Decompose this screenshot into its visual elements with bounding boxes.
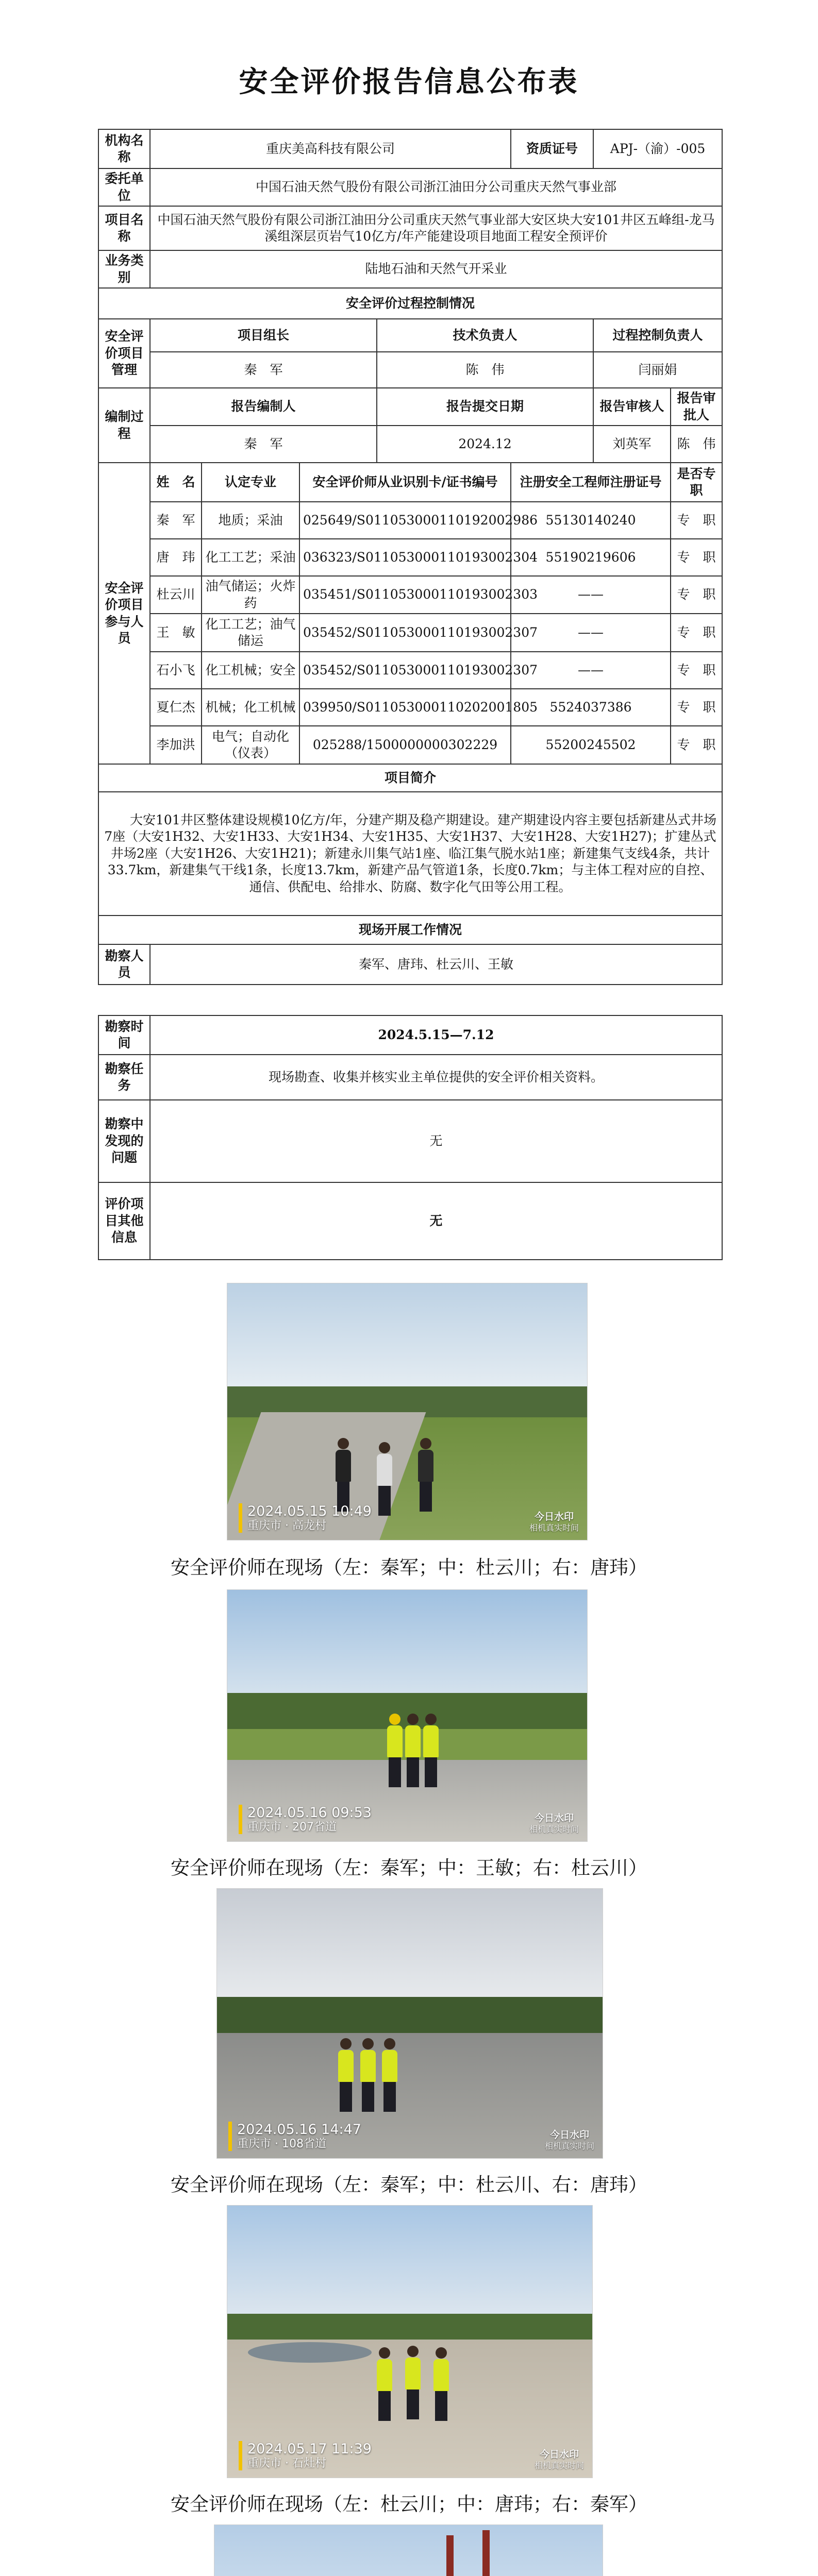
site-photo-4 xyxy=(227,2205,593,2478)
photo-timestamp xyxy=(239,1805,372,1834)
staff-fulltime: 专 职 xyxy=(671,539,722,576)
staff-reg: 55130140240 xyxy=(511,502,671,539)
staff-header-fulltime: 是否专职 xyxy=(671,463,722,502)
org-label: 机构名称 xyxy=(98,129,150,168)
photo-place: 重庆市 · 108省道 xyxy=(237,2137,326,2150)
project-label: 项目名称 xyxy=(98,206,150,250)
compile-header-date: 报告提交日期 xyxy=(377,388,593,426)
photo-timestamp xyxy=(239,1503,372,1533)
staff-header-major: 认定专业 xyxy=(202,463,299,502)
staff-name: 王 敏 xyxy=(150,614,202,652)
mgmt-value-process: 闫丽娟 xyxy=(593,352,722,388)
cert-value: APJ-（渝）-005 xyxy=(593,129,722,168)
photo-caption-4: 安全评价师在现场（左：杜云川；中：唐玮；右：秦军） xyxy=(171,2493,647,2515)
survey-time-label: 勘察时间 xyxy=(98,1015,150,1055)
org-value: 重庆美高科技有限公司 xyxy=(150,129,511,168)
compile-header-author: 报告编制人 xyxy=(150,388,377,426)
watermark-logo: 今日水印 相机真实时间 xyxy=(529,1812,579,1834)
ctrl-section-heading: 安全评价过程控制情况 xyxy=(98,288,722,319)
client-label: 委托单位 xyxy=(98,168,150,206)
staff-fulltime: 专 职 xyxy=(671,652,722,689)
mgmt-header-leader: 项目组长 xyxy=(150,319,377,352)
staff-name: 秦 军 xyxy=(150,502,202,539)
survey-staff-label: 勘察人员 xyxy=(98,944,150,985)
other-info-label: 评价项目其他信息 xyxy=(98,1182,150,1260)
survey-issue-value: 无 xyxy=(150,1100,722,1182)
staff-major: 化工工艺；油气储运 xyxy=(202,614,299,652)
photo-caption-1: 安全评价师在现场（左：秦军；中：杜云川；右：唐玮） xyxy=(171,1556,647,1579)
compile-value-reviewer: 刘英军 xyxy=(593,426,671,463)
compile-value-author: 秦 军 xyxy=(150,426,377,463)
mgmt-value-tech: 陈 伟 xyxy=(377,352,593,388)
watermark-logo: 今日水印 相机真实时间 xyxy=(534,2449,584,2470)
staff-card: 035452/S011053000110193002307 xyxy=(299,614,511,652)
mgmt-header-process: 过程控制负责人 xyxy=(593,319,722,352)
photo-date: 2024.05.17 11:39 xyxy=(247,2441,372,2457)
staff-card: 025288/1500000000302229 xyxy=(299,726,511,764)
staff-card: 035452/S011053000110193002307 xyxy=(299,652,511,689)
staff-reg: —— xyxy=(511,652,671,689)
staff-major: 地质；采油 xyxy=(202,502,299,539)
site-photo-2 xyxy=(227,1589,588,1842)
other-info-value: 无 xyxy=(150,1182,722,1260)
photo-place: 重庆市 · 207省道 xyxy=(247,1820,337,1834)
cert-label: 资质证号 xyxy=(511,129,593,168)
compile-header-approver: 报告审批人 xyxy=(671,388,722,426)
mgmt-header-tech: 技术负责人 xyxy=(377,319,593,352)
survey-issue-label: 勘察中发现的问题 xyxy=(98,1100,150,1182)
report-info-table xyxy=(98,129,723,985)
intro-section-heading: 项目简介 xyxy=(98,764,722,792)
staff-major: 电气；自动化（仪表） xyxy=(202,726,299,764)
client-value: 中国石油天然气股份有限公司浙江油田分公司重庆天然气事业部 xyxy=(150,168,722,206)
compile-value-approver: 陈 伟 xyxy=(671,426,722,463)
staff-major: 化工工艺；采油 xyxy=(202,539,299,576)
photo-caption-2: 安全评价师在现场（左：秦军；中：王敏；右：杜云川） xyxy=(171,1857,647,1879)
project-value: 中国石油天然气股份有限公司浙江油田分公司重庆天然气事业部大安区块大安101井区五峰组-龙马溪组深层页岩气10亿方/年产能建设项目地面工程安全预评价 xyxy=(150,206,722,250)
staff-card: 036323/S011053000110193002304 xyxy=(299,539,511,576)
staff-fulltime: 专 职 xyxy=(671,502,722,539)
staff-name: 杜云川 xyxy=(150,576,202,614)
photo-timestamp xyxy=(228,2122,361,2151)
photo-date: 2024.05.15 10:49 xyxy=(247,1503,372,1519)
mgmt-label: 安全评价项目管理 xyxy=(98,319,150,388)
field-section-heading: 现场开展工作情况 xyxy=(98,916,722,944)
staff-name: 唐 玮 xyxy=(150,539,202,576)
compile-header-reviewer: 报告审核人 xyxy=(593,388,671,426)
staff-reg: 55190219606 xyxy=(511,539,671,576)
watermark-logo: 今日水印 相机真实时间 xyxy=(544,2129,594,2151)
staff-header-card: 安全评价师从业识别卡/证书编号 xyxy=(299,463,511,502)
staff-fulltime: 专 职 xyxy=(671,689,722,726)
staff-fulltime: 专 职 xyxy=(671,576,722,614)
mgmt-value-leader: 秦 军 xyxy=(150,352,377,388)
staff-label: 安全评价项目参与人员 xyxy=(98,463,150,764)
survey-info-table xyxy=(98,1015,723,1260)
survey-task-value: 现场勘查、收集并核实业主单位提供的安全评价相关资料。 xyxy=(150,1055,722,1100)
staff-card: 025649/S011053000110192002986 xyxy=(299,502,511,539)
staff-major: 化工机械；安全 xyxy=(202,652,299,689)
biz-value: 陆地石油和天然气开采业 xyxy=(150,250,722,288)
intro-text: 大安101井区整体建设规模10亿方/年，分建产期及稳产期建设。建产期建设内容主要包括新建丛式井场7座（大安1H32、大安1H33、大安1H34、大安1H35、大安1H37、大安1H28、大安1H27)；扩建丛式井场2座（大安1H26、大安1H21)；新建永川集气站1座、临江集气脱水站1座；新建集气支线4条，共计33.7km，新建集气干线1条，长度13.7km，新建产品气管道1条，长度0.7km；与主体工程对应的自控、通信、供配电、给排水、防腐、数字化气田等公用工程。 xyxy=(98,792,722,916)
watermark-logo: 今日水印 相机真实时间 xyxy=(529,1511,579,1533)
site-photo-5 xyxy=(214,2524,603,2576)
staff-name: 石小飞 xyxy=(150,652,202,689)
staff-major: 机械；化工机械 xyxy=(202,689,299,726)
staff-reg: —— xyxy=(511,576,671,614)
site-photo-3 xyxy=(216,1888,603,2159)
document-title: 安全评价报告信息公布表 xyxy=(239,65,579,99)
staff-card: 035451/S011053000110193002303 xyxy=(299,576,511,614)
staff-reg: —— xyxy=(511,614,671,652)
compile-label: 编制过程 xyxy=(98,388,150,463)
photo-timestamp xyxy=(239,2441,372,2470)
staff-major: 油气储运；火炸药 xyxy=(202,576,299,614)
survey-staff-value: 秦军、唐玮、杜云川、王敏 xyxy=(150,944,722,985)
staff-reg: 5524037386 xyxy=(511,689,671,726)
site-photo-1 xyxy=(227,1283,588,1540)
photo-date: 2024.05.16 14:47 xyxy=(237,2121,361,2138)
staff-name: 李加洪 xyxy=(150,726,202,764)
biz-label: 业务类别 xyxy=(98,250,150,288)
survey-time-value: 2024.5.15—7.12 xyxy=(150,1015,722,1055)
photo-caption-3: 安全评价师在现场（左：秦军；中：杜云川、右：唐玮） xyxy=(171,2174,647,2196)
staff-name: 夏仁杰 xyxy=(150,689,202,726)
staff-header-name: 姓 名 xyxy=(150,463,202,502)
photo-date: 2024.05.16 09:53 xyxy=(247,1804,372,1821)
photo-place: 重庆市 · 石灶村 xyxy=(247,2456,326,2470)
staff-header-reg: 注册安全工程师注册证号 xyxy=(511,463,671,502)
staff-card: 039950/S011053000110202001805 xyxy=(299,689,511,726)
compile-value-date: 2024.12 xyxy=(377,426,593,463)
survey-task-label: 勘察任务 xyxy=(98,1055,150,1100)
photo-place: 重庆市 · 高龙村 xyxy=(247,1519,326,1532)
staff-reg: 55200245502 xyxy=(511,726,671,764)
staff-fulltime: 专 职 xyxy=(671,614,722,652)
staff-fulltime: 专 职 xyxy=(671,726,722,764)
